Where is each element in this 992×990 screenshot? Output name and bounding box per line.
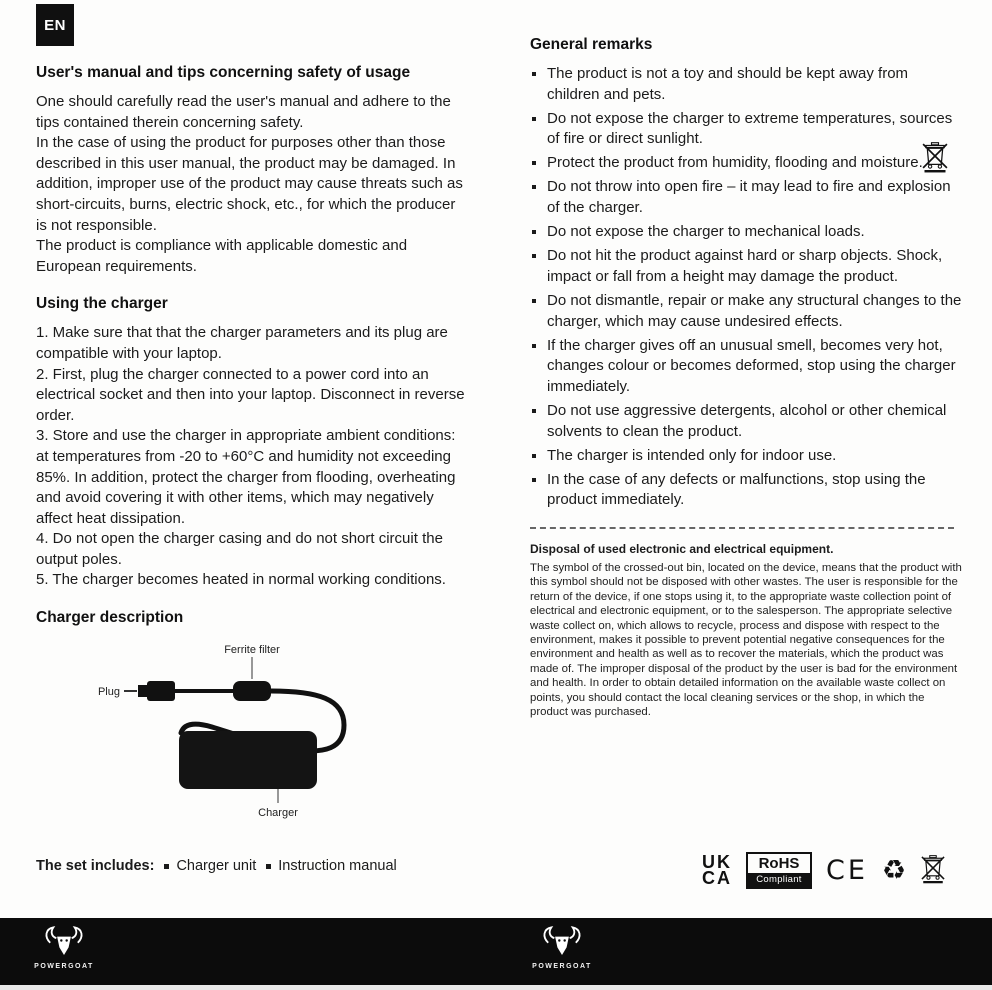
right-column xyxy=(530,36,962,719)
brand-name: POWERGOAT xyxy=(34,963,94,970)
powergoat-logo xyxy=(24,924,104,970)
intro-paragraph: One should carefully read the user's manual and adhere to the tips contained therein concerning safety. xyxy=(36,93,451,131)
ce-mark: CE xyxy=(826,854,868,886)
ukca-bottom-text: CA xyxy=(702,868,732,888)
rohs-subtitle: Compliant xyxy=(748,873,810,887)
remarks-section-title: General remarks xyxy=(530,36,653,53)
remark-item: ▪ The charger is intended only for indoor use. xyxy=(547,446,962,467)
remark-item: ▪ Do not throw into open fire – it may lead to fire and explosion of the charger. xyxy=(547,177,962,218)
set-includes-row xyxy=(36,858,397,874)
disposal-body: The symbol of the crossed-out bin, located on the device, means that the product with this symbol should not be disposed with other wastes. The user is responsible for the return of the device, if one stops using it, to the appropriate waste collection point of electrical and electronic equipment, or to the salesperson. The appropriate selective waste collect on, which allows to recycle, process and dispose with respect to the environment, makes it possible to prevent potential negative consequences for the environment and health as well as to recover the materials, which the product was made of. The improper disposal of the product by the user is bad for the environment and health. In order to obtain detailed information on the available waste collect on points, you should contact the local cleaning services or the shop, in which the product was purchased. xyxy=(530,561,962,718)
set-item xyxy=(164,858,256,874)
remark-item: ▪ The product is not a toy and should be kept away from children and pets. xyxy=(547,64,962,105)
plug-prong-shape xyxy=(138,685,147,697)
goat-icon xyxy=(41,924,87,960)
intro-paragraph: The product is compliance with applicable domestic and European requirements. xyxy=(36,237,408,275)
step-item: 5. The charger becomes heated in normal working conditions. xyxy=(36,571,446,589)
remark-item: ▪ Do not expose the charger to extreme temperatures, sources of fire or direct sunlight. xyxy=(547,109,962,150)
charger-label: Charger xyxy=(258,807,298,820)
rohs-title: RoHS xyxy=(758,854,800,872)
set-includes-label: The set includes: xyxy=(36,858,155,874)
weee-crossed-bin-icon xyxy=(920,851,946,890)
weee-crossed-bin-icon xyxy=(921,138,949,179)
ferrite-bead-shape xyxy=(233,681,271,701)
charger-diagram-image xyxy=(80,637,390,837)
compliance-marks xyxy=(702,846,964,894)
set-item-label: Charger unit xyxy=(176,858,257,874)
recycle-icon: ♻ xyxy=(881,854,907,886)
charger-diagram xyxy=(36,637,468,842)
step-item: 3. Store and use the charger in appropriate ambient conditions: at temperatures from -20 to +60°C and humidity not exceeding 85%. In addition, protect the charger from flooding, overheating and avoid covering it with other items, which may negatively affect heat dissipation. xyxy=(36,427,456,527)
remark-item: ▪ Protect the product from humidity, flooding and moisture. xyxy=(547,153,962,174)
safety-section-title: User's manual and tips concerning safety of usage xyxy=(36,64,411,81)
remark-item: ▪ In the case of any defects or malfunctions, stop using the product immediately. xyxy=(547,470,962,511)
charger-brick-shape xyxy=(179,731,317,789)
disposal-title: Disposal of used electronic and electrical equipment. xyxy=(530,541,834,556)
general-remarks-list xyxy=(530,64,962,511)
remark-item: ▪ Do not expose the charger to mechanical loads. xyxy=(547,222,962,243)
step-item: 2. First, plug the charger connected to a power cord into an electrical socket and then into your laptop. Disconnect in reverse order. xyxy=(36,365,465,424)
ukca-mark xyxy=(702,854,732,886)
footer-bar xyxy=(0,918,992,985)
remark-item: ▪ Do not use aggressive detergents, alcohol or other chemical solvents to clean the product. xyxy=(547,401,962,442)
powergoat-logo xyxy=(522,924,602,970)
left-column xyxy=(36,64,468,842)
remark-item: ▪ If the charger gives off an unusual smell, becomes very hot, changes colour or becomes deformed, stop using the charger immediately. xyxy=(547,336,962,398)
ferrite-filter-label: Ferrite filter xyxy=(224,644,280,657)
step-item: 4. Do not open the charger casing and do not short circuit the output poles. xyxy=(36,530,443,568)
description-section-title: Charger description xyxy=(36,609,184,627)
plug-label: Plug xyxy=(97,686,120,699)
intro-paragraph: In the case of using the product for purposes other than those described in this user manual, the product may be damaged. In addition, improper use of the product may cause threats such as short-circuits, burns, electric shock, etc., for which the producer is not responsible. xyxy=(36,134,463,234)
remark-item: ▪ Do not hit the product against hard or sharp objects. Shock, impact or fall from a height may damage the product. xyxy=(547,246,962,287)
step-item: 1. Make sure that that the charger parameters and its plug are compatible with your laptop. xyxy=(36,324,448,362)
goat-icon xyxy=(539,924,585,960)
set-item xyxy=(266,858,396,874)
dashed-divider xyxy=(530,527,954,529)
remark-item: ▪ Do not dismantle, repair or make any structural changes to the charger, which may cause undesired effects. xyxy=(547,291,962,332)
ukca-top-text: UK xyxy=(702,852,732,872)
plug-body-shape xyxy=(147,681,175,701)
language-badge: EN xyxy=(36,4,74,46)
rohs-mark xyxy=(746,852,812,889)
using-section-title: Using the charger xyxy=(36,295,168,313)
brand-name: POWERGOAT xyxy=(532,963,592,970)
safety-intro xyxy=(36,92,468,277)
square-bullet-icon xyxy=(164,864,169,869)
using-steps xyxy=(36,323,468,591)
square-bullet-icon xyxy=(266,864,271,869)
page-bottom-strip xyxy=(0,985,992,990)
set-item-label: Instruction manual xyxy=(278,858,397,874)
